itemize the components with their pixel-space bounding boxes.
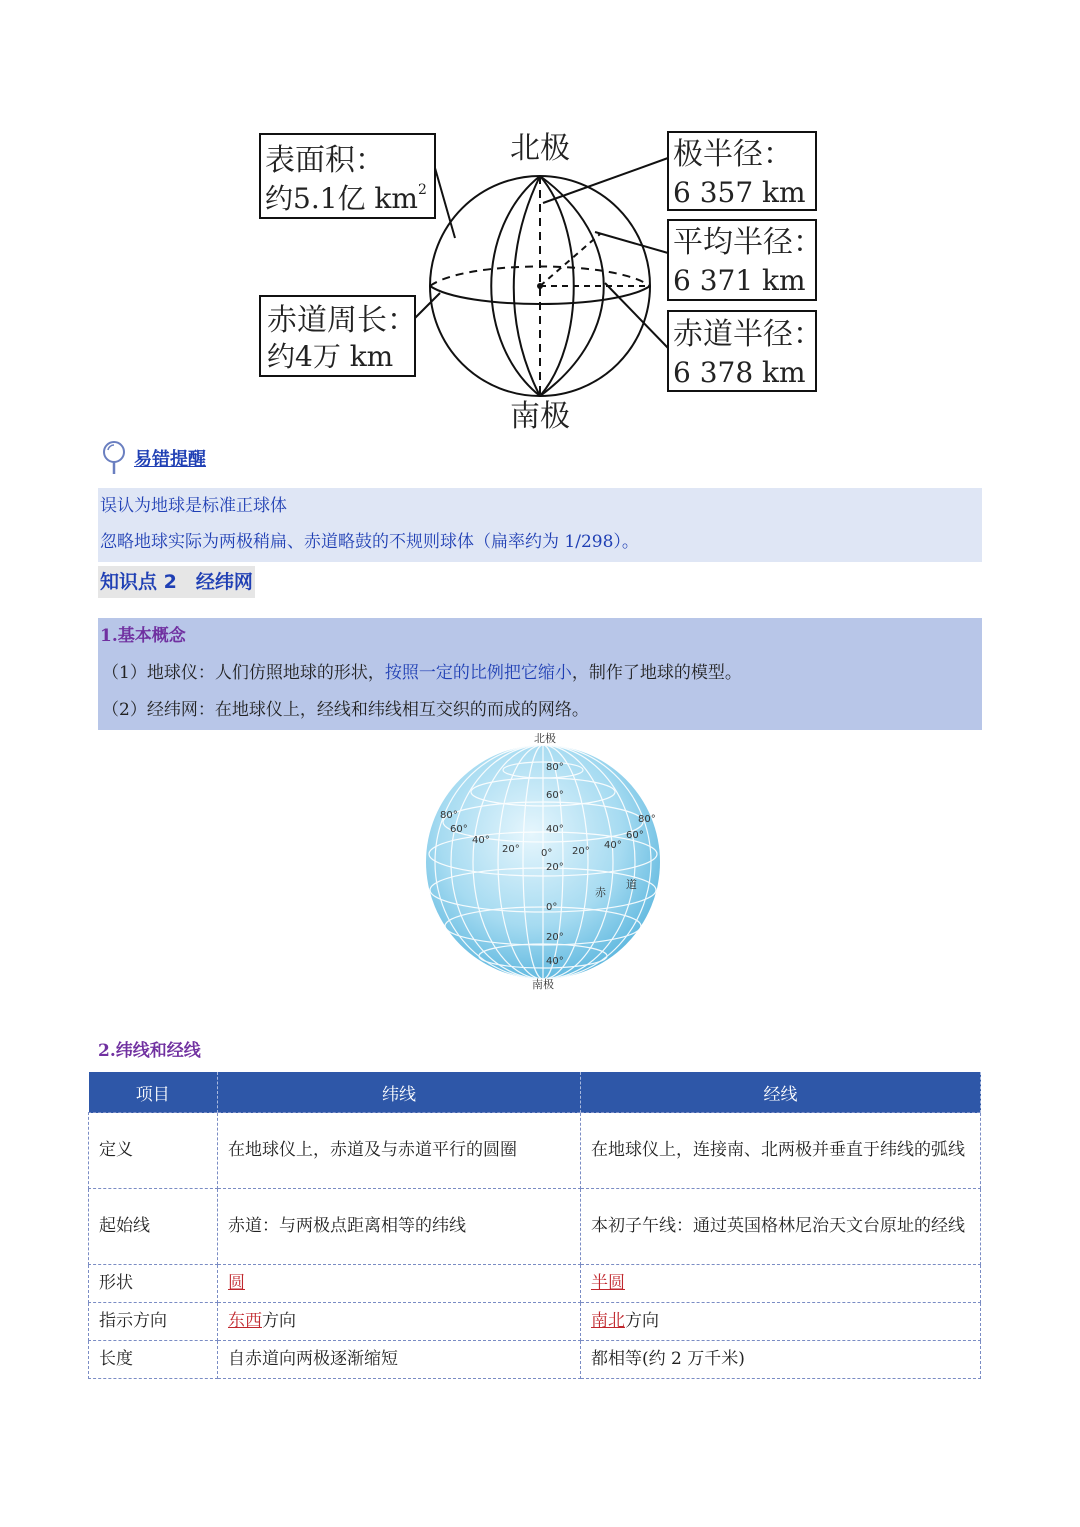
row-latitude: 东西方向 [218,1303,581,1341]
globe-lon-label: 60° [626,830,644,841]
row-latitude: 自赤道向两极逐渐缩短 [218,1341,581,1379]
row-longitude: 在地球仪上，连接南、北两极并垂直于纬线的弧线 [581,1113,981,1189]
globe-lon-label: 40° [472,835,490,846]
magnifier-icon [100,440,128,476]
concept-heading: 1.基本概念 [100,626,186,646]
globe-lon-label: 20° [572,846,590,857]
graticule-globe [410,730,670,992]
concept-item-1: （1）地球仪：人们仿照地球的形状，按照一定的比例把它缩小，制作了地球的模型。 [102,663,742,683]
header-latitude: 纬线 [218,1072,581,1113]
row-longitude: 本初子午线：通过英国格林尼治天文台原址的经线 [581,1189,981,1265]
globe-lat-label: 20° [546,862,564,873]
row-item: 形状 [89,1265,218,1303]
globe-lat-label: 20° [546,932,564,943]
table-header-row [89,1072,981,1113]
globe-lon-label: 80° [440,810,458,821]
north-pole-label: 北极 [510,131,570,166]
globe-lat-label: 40° [546,956,564,967]
table-row [89,1265,981,1303]
globe-lon-zero-label: 0° [541,848,553,859]
row-latitude: 在地球仪上，赤道及与赤道平行的圆圈 [218,1113,581,1189]
south-pole-label: 南极 [510,399,570,434]
surface-area-label: 表面积： [265,143,385,178]
reminder-title: 易错提醒 [134,449,206,470]
row-item: 长度 [89,1341,218,1379]
section-title: 知识点 2 经纬网 [98,566,255,598]
table-row [89,1303,981,1341]
reminder-box [98,488,982,562]
globe-lon-label: 40° [604,840,622,851]
globe-lat-label: 40° [546,824,564,835]
mean-radius-value: 6 371 km [673,264,806,297]
globe-south-label: 南极 [532,978,554,991]
row-latitude: 圆 [218,1265,581,1303]
globe-equator-label: 赤 [595,886,606,899]
globe-lat-label: 0° [546,902,558,913]
globe-equator-label: 道 [626,878,637,891]
reminder-header [100,440,206,476]
equator-radius-value: 6 378 km [673,356,806,389]
concept-item-2: （2）经纬网：在地球仪上，经线和纬线相互交织的而成的网络。 [102,700,589,720]
globe-lon-label: 20° [502,844,520,855]
concept-box [98,618,982,730]
reminder-line-2: 忽略地球实际为两极稍扁、赤道略鼓的不规则球体（扁率约为 1/298）。 [100,532,639,552]
lines-heading: 2.纬线和经线 [98,1041,201,1061]
table-row [89,1341,981,1379]
row-longitude: 半圆 [581,1265,981,1303]
mean-radius-label: 平均半径： [673,225,823,260]
reminder-line-1: 误认为地球是标准正球体 [100,496,287,516]
polar-radius-value: 6 357 km [673,176,806,209]
row-longitude: 南北方向 [581,1303,981,1341]
latitude-longitude-table [88,1072,981,1379]
row-item: 指示方向 [89,1303,218,1341]
globe-lon-label: 80° [638,814,656,825]
table-row [89,1189,981,1265]
header-longitude: 经线 [581,1072,981,1113]
surface-area-value: 约5.1亿 $km^2$ [265,182,427,215]
polar-radius-label: 极半径： [673,137,793,172]
globe-lon-label: 60° [450,824,468,835]
table-row [89,1113,981,1189]
globe-north-label: 北极 [534,732,556,745]
globe-lat-label: 60° [546,790,564,801]
row-item: 起始线 [89,1189,218,1265]
row-longitude: 都相等(约 2 万千米) [581,1341,981,1379]
row-item: 定义 [89,1113,218,1189]
equator-circumference-value: 约4万 km [267,340,394,373]
row-latitude: 赤道：与两极点距离相等的纬线 [218,1189,581,1265]
header-item: 项目 [89,1072,218,1113]
earth-dimensions-diagram [255,128,825,438]
globe-lat-label: 80° [546,762,564,773]
equator-circumference-label: 赤道周长： [267,303,417,338]
equator-radius-label: 赤道半径： [673,317,823,352]
